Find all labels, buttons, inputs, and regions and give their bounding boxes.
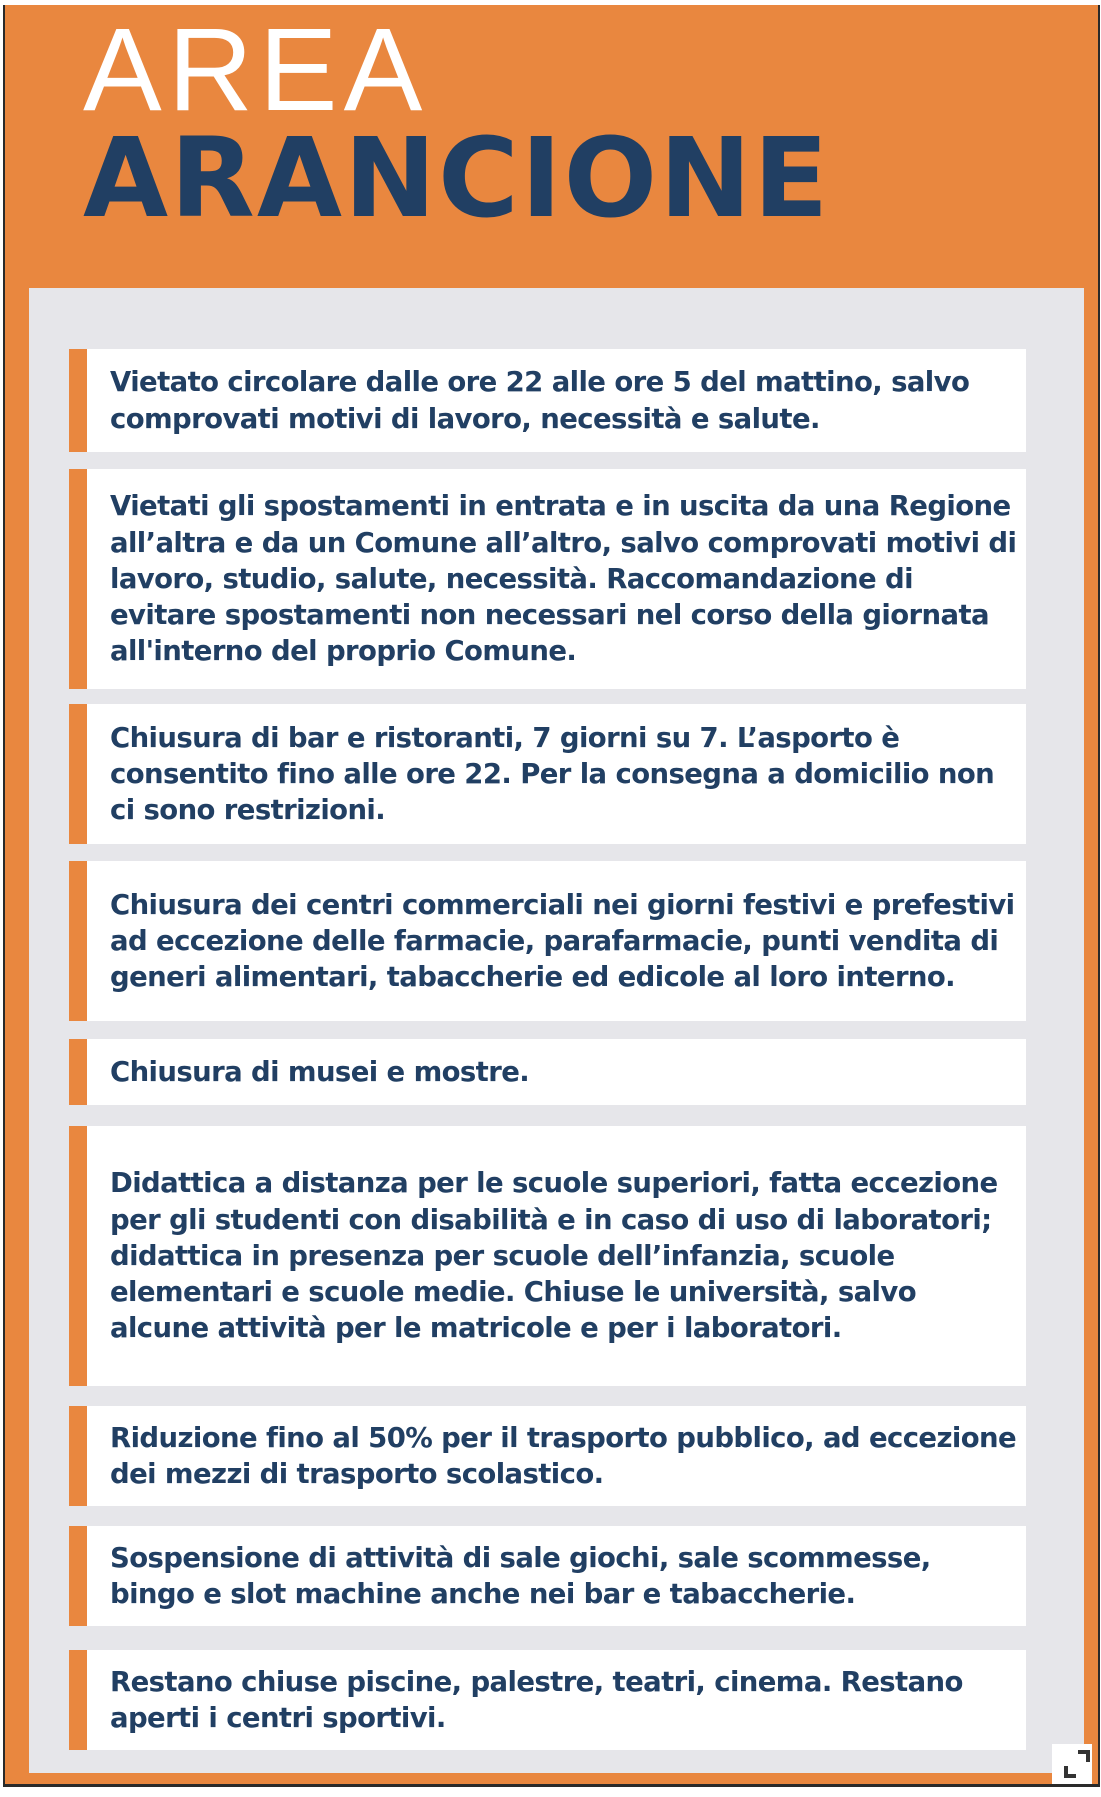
rule-text: Riduzione fino al 50% per il trasporto pubblico, ad eccezione dei mezzi di trasporto scolastico. [110,1421,1017,1490]
rule-text: Vietati gli spostamenti in entrata e in uscita da una Regione all’altra e da un Comune all’altro, salvo comprovati motivi di lavoro, studio, salute, necessità. Raccomandazione di evitare spostamenti non necessari nel corso della giornata all'interno del proprio Comune. [110,490,1017,668]
rule-text: Chiusura di musei e mostre. [110,1055,530,1088]
expand-corner-icon[interactable] [1052,1744,1092,1784]
rule-card-gaming [69,1526,1026,1626]
rules-panel [29,288,1084,1773]
card-accent-bar [69,704,87,844]
rule-text: Didattica a distanza per le scuole superiori, fatta eccezione per gli studenti con disabilità e in caso di uso di laboratori; didattica in presenza per scuole dell’infanzia, scuole elementari e scuole medie. Chiuse le università, salvo alcune attività per le matricole e per i laboratori. [110,1167,998,1345]
card-accent-bar [69,1650,87,1750]
rule-card-sports [69,1650,1026,1750]
title-arancione: ARANCIONE [83,114,831,242]
rule-card-transport [69,1406,1026,1506]
card-accent-bar [69,469,87,689]
rule-card-museums [69,1039,1026,1105]
rule-card-bars [69,704,1026,844]
card-accent-bar [69,1126,87,1386]
rule-card-curfew [69,349,1026,452]
rule-card-travel [69,469,1026,689]
card-accent-bar [69,861,87,1021]
rule-text: Sospensione di attività di sale giochi, sale scommesse, bingo e slot machine anche nei bar e tabaccherie. [110,1541,931,1610]
card-accent-bar [69,1039,87,1105]
rule-text: Vietato circolare dalle ore 22 alle ore 5 del mattino, salvo comprovati motivi di lavoro, necessità e salute. [110,366,970,435]
rule-card-malls [69,861,1026,1021]
title-area: AREA [83,4,429,136]
rule-text: Restano chiuse piscine, palestre, teatri, cinema. Restano aperti i centri sportivi. [110,1665,963,1734]
card-accent-bar [69,1526,87,1626]
rule-text: Chiusura di bar e ristoranti, 7 giorni su 7. L’asporto è consentito fino alle ore 22. Per la consegna a domicilio non ci sono restrizioni. [110,721,995,827]
rule-card-schools [69,1126,1026,1386]
rule-text: Chiusura dei centri commerciali nei giorni festivi e prefestivi ad eccezione delle farmacie, parafarmacie, punti vendita di generi alimentari, tabaccherie ed edicole al loro interno. [110,888,1015,994]
card-accent-bar [69,349,87,452]
poster [3,5,1100,1787]
card-accent-bar [69,1406,87,1506]
